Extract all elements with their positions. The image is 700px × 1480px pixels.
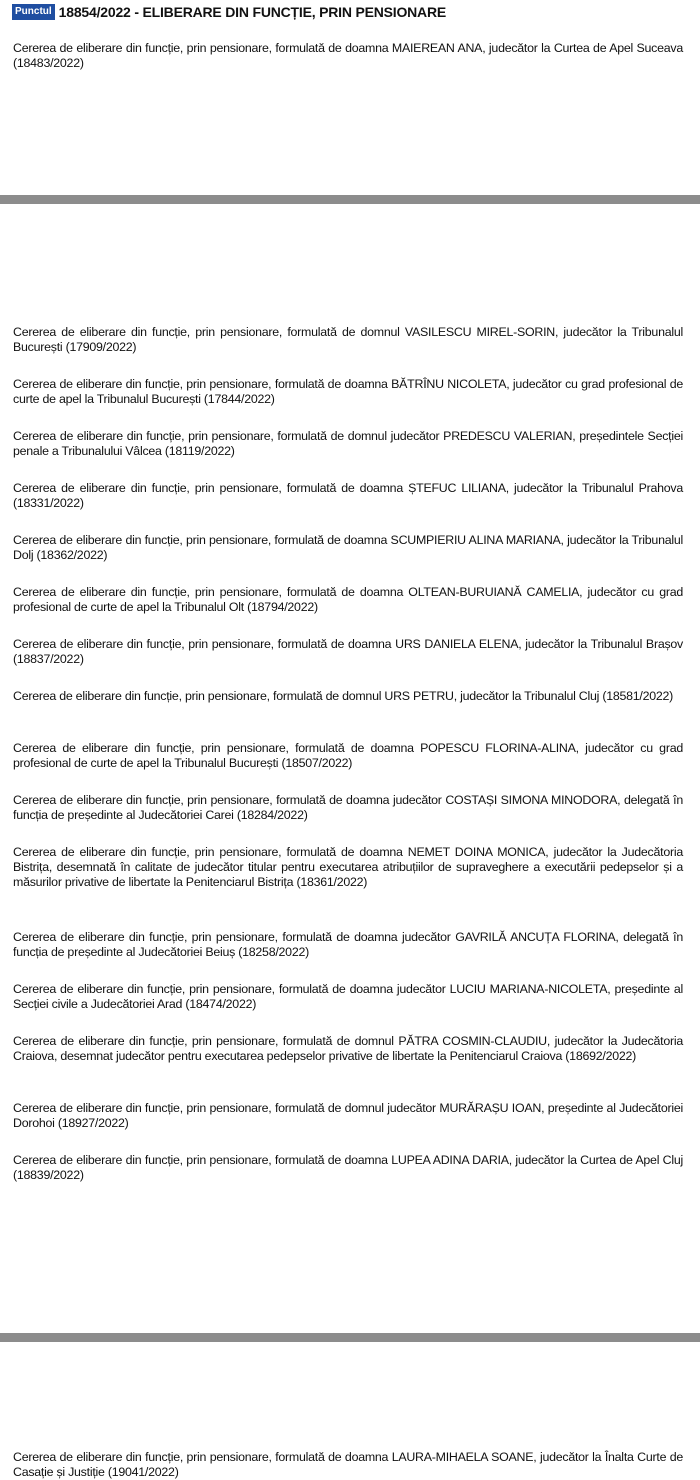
page-divider — [0, 1333, 700, 1342]
request-paragraph: Cererea de eliberare din funcție, prin pensionare, formulată de doamna LAURA-MIHAELA SOANE, judecător la Înalta Curte de Casație și Justiție (19041/2022) — [13, 1450, 683, 1479]
request-paragraph: Cererea de eliberare din funcție, prin pensionare, formulată de doamna OLTEAN-BURUIANĂ CAMELIA, judecător cu grad profesional de curte de apel la Tribunalul Olt (18794/2022) — [13, 585, 683, 614]
agenda-header — [12, 3, 446, 21]
request-paragraph: Cererea de eliberare din funcție, prin pensionare, formulată de doamna SCUMPIERIU ALINA MARIANA, judecător la Tribunalul Dolj (18362/2022) — [13, 533, 683, 562]
request-paragraph: Cererea de eliberare din funcție, prin pensionare, formulată de doamna judecător COSTAȘI SIMONA MINODORA, delegată în funcția de președinte al Judecătoriei Carei (18284/2022) — [13, 793, 683, 822]
request-paragraph: Cererea de eliberare din funcție, prin pensionare, formulată de doamna ȘTEFUC LILIANA, judecător la Tribunalul Prahova (18331/2022) — [13, 481, 683, 510]
page-divider — [0, 195, 700, 204]
request-paragraph: Cererea de eliberare din funcție, prin pensionare, formulată de domnul judecător MURĂRAȘU IOAN, președinte al Judecătoriei Dorohoi (18927/2022) — [13, 1101, 683, 1130]
request-paragraph: Cererea de eliberare din funcție, prin pensionare, formulată de doamna judecător LUCIU MARIANA-NICOLETA, președinte al Secției civile a Judecătoriei Arad (18474/2022) — [13, 982, 683, 1011]
agenda-title: 18854/2022 - ELIBERARE DIN FUNCȚIE, PRIN PENSIONARE — [58, 4, 447, 20]
request-paragraph: Cererea de eliberare din funcție, prin pensionare, formulată de doamna BĂTRÎNU NICOLETA, judecător cu grad profesional de curte de apel la Tribunalul București (17844/2022) — [13, 377, 683, 406]
request-paragraph: Cererea de eliberare din funcție, prin pensionare, formulată de domnul URS PETRU, judecător la Tribunalul Cluj (18581/2022) — [13, 689, 674, 703]
request-paragraph: Cererea de eliberare din funcție, prin pensionare, formulată de domnul judecător PREDESCU VALERIAN, președintele Secției penale a Tribunalului Vâlcea (18119/2022) — [13, 429, 683, 458]
request-paragraph: Cererea de eliberare din funcție, prin pensionare, formulată de doamna judecător GAVRILĂ ANCUȚA FLORINA, delegată în funcția de președinte al Judecătoriei Beiuș (18258/2022) — [13, 930, 683, 959]
request-paragraph: Cererea de eliberare din funcție, prin pensionare, formulată de doamna POPESCU FLORINA-ALINA, judecător cu grad profesional de curte de apel la Tribunalul București (18507/2022) — [13, 741, 683, 770]
request-paragraph: Cererea de eliberare din funcție, prin pensionare, formulată de domnul VASILESCU MIREL-SORIN, judecător la Tribunalul București (17909/2022) — [13, 325, 683, 354]
request-paragraph: Cererea de eliberare din funcție, prin pensionare, formulată de doamna MAIEREAN ANA, judecător la Curtea de Apel Suceava (18483/2022) — [13, 41, 683, 70]
request-paragraph: Cererea de eliberare din funcție, prin pensionare, formulată de doamna URS DANIELA ELENA, judecător la Tribunalul Brașov (18837/2022) — [13, 637, 683, 666]
item-badge: Punctul — [12, 4, 55, 20]
request-paragraph: Cererea de eliberare din funcție, prin pensionare, formulată de doamna LUPEA ADINA DARIA, judecător la Curtea de Apel Cluj (18839/2022) — [13, 1153, 683, 1182]
request-paragraph: Cererea de eliberare din funcție, prin pensionare, formulată de doamna NEMET DOINA MONICA, judecător la Judecătoria Bistrița, desemnată în calitate de judecător titular pentru executarea atribuțiilor de supraveghere a executării pedepselor și a măsurilor privative de libertate la Penitenciarul Bistrița (18361/2022) — [13, 845, 683, 889]
request-paragraph: Cererea de eliberare din funcție, prin pensionare, formulată de domnul PĂTRA COSMIN-CLAUDIU, judecător la Judecătoria Craiova, desemnat judecător pentru executarea pedepselor privative de libertate la Penitenciarul Craiova (18692/2022) — [13, 1034, 683, 1063]
